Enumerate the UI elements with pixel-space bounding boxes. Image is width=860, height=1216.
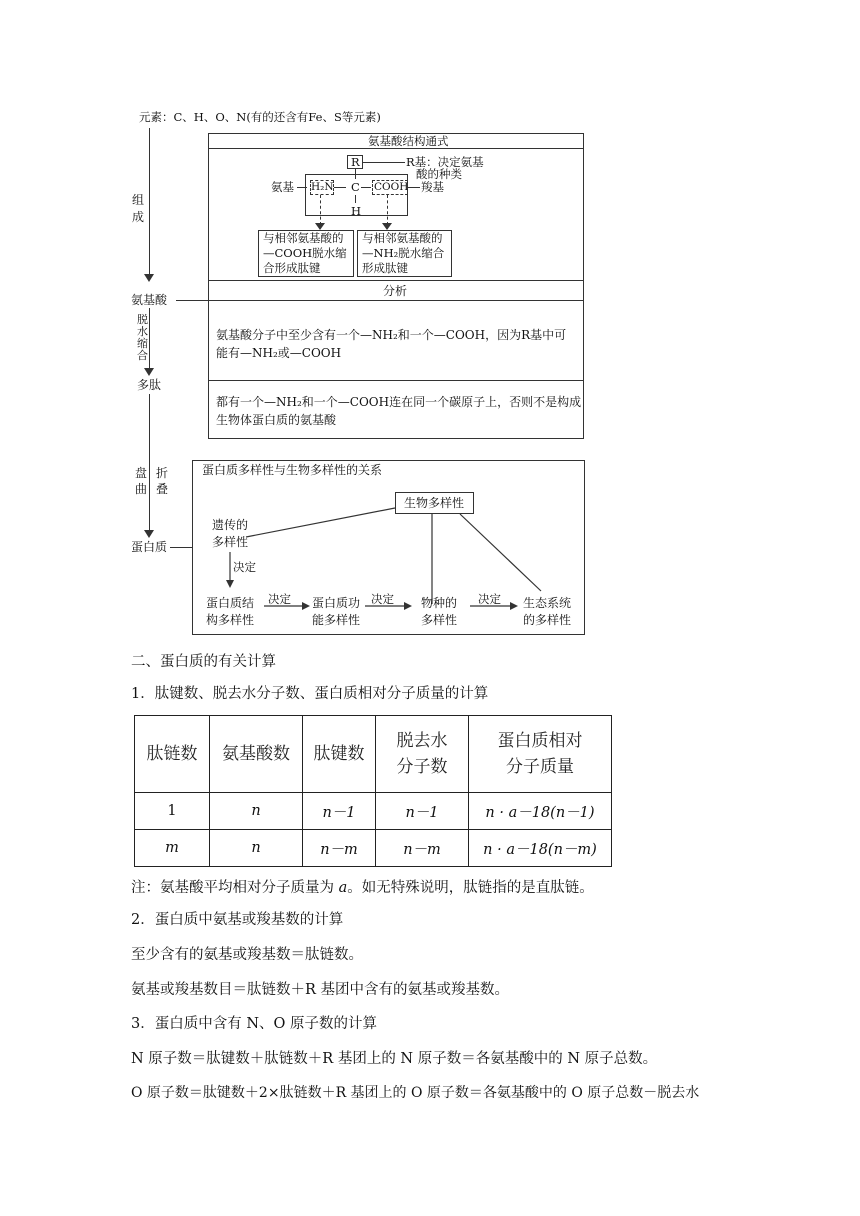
cell: n · a－18(n－1)	[469, 793, 612, 830]
species-diversity-1: 物种的	[421, 596, 458, 610]
right-note-1: 与相邻氨基酸的	[362, 231, 443, 245]
analysis-para2-line1: 都有一个—NH₂和一个—COOH连在同一个碳原子上，否则不是构成	[216, 395, 582, 409]
elements-label: 元素：C、H、O、N(有的还含有Fe、S等元素)	[139, 110, 381, 124]
note-suffix: 。如无特殊说明，肽链指的是直肽链。	[347, 880, 594, 896]
calculation-table	[134, 715, 612, 867]
structure-diversity-2: 构多样性	[206, 613, 255, 627]
function-diversity-2: 能多样性	[312, 613, 361, 627]
section-title: 二、蛋白质的有关计算	[131, 654, 276, 670]
right-dashed-drop	[387, 195, 388, 225]
cell: 1	[135, 793, 210, 830]
right-note-3: 形成肽键	[362, 261, 408, 275]
flow-line-2	[149, 308, 150, 372]
analysis-title: 分析	[383, 284, 408, 298]
fold-2: 叠	[156, 482, 169, 496]
dehydration-4: 合	[137, 349, 148, 362]
table-header-row	[135, 716, 612, 793]
r-note-line	[363, 162, 405, 163]
amino-group-label: 氨基	[271, 180, 294, 194]
ecosystem-diversity-1: 生态系统	[523, 596, 572, 610]
header-chain-count: 肽链数	[135, 716, 210, 793]
decide-label-2: 决定	[268, 592, 291, 606]
coil-2: 曲	[135, 482, 148, 496]
decide-label-3: 决定	[371, 592, 394, 606]
cell: n－m	[376, 830, 469, 867]
compose-label-2: 成	[132, 210, 145, 224]
left-note-2: —COOH脱水缩	[263, 246, 347, 260]
table-note	[131, 878, 594, 898]
table-row	[135, 830, 612, 867]
compose-label-1: 组	[132, 193, 145, 207]
bond-right	[361, 187, 371, 188]
polypeptide-label: 多肽	[137, 378, 162, 392]
r-note-1: R基：决定氨基	[406, 155, 484, 169]
note-prefix: 注：氨基酸平均相对分子质量为	[131, 880, 339, 896]
carboxyl-line	[408, 187, 420, 188]
coil-1: 盘	[135, 466, 148, 480]
cell: n－1	[376, 793, 469, 830]
flow-arrow-3	[144, 530, 154, 538]
diversity-title: 蛋白质多样性与生物多样性的关系	[202, 463, 383, 477]
dehydration-1: 脱	[137, 313, 148, 326]
flow-line-3	[149, 394, 150, 534]
header-amino-count: 氨基酸数	[210, 716, 303, 793]
dehydration-2: 水	[137, 325, 148, 338]
item1-title: 1．肽键数、脱去水分子数、蛋白质相对分子质量的计算	[131, 686, 489, 702]
amino-line	[297, 187, 307, 188]
cell: n－1	[303, 793, 376, 830]
right-note-2: —NH₂脱水缩合	[362, 246, 445, 260]
genetic-diversity-2: 多样性	[212, 535, 249, 549]
protein-label: 蛋白质	[131, 540, 168, 554]
analysis-divider-top	[208, 280, 584, 281]
left-arrowhead	[315, 223, 325, 230]
r-note-2: 酸的种类	[416, 167, 462, 181]
note-variable: a	[338, 880, 348, 896]
item3-line2: O 原子数＝肽键数＋2×肽链数＋R 基团上的 O 原子数＝各氨基酸中的 O 原子总数－脱去水	[131, 1085, 700, 1101]
carboxyl-group-label: 羧基	[421, 180, 444, 194]
left-dashed-drop	[320, 195, 321, 225]
item3-line1: N 原子数＝肽键数＋肽链数＋R 基团上的 N 原子数＝各氨基酸中的 N 原子总数。	[131, 1051, 658, 1067]
cell: n	[210, 830, 303, 867]
structure-title: 氨基酸结构通式	[368, 134, 449, 148]
cell: m	[135, 830, 210, 867]
cooh-label: COOH	[374, 181, 409, 193]
fold-1: 折	[156, 466, 169, 480]
item3-title: 3．蛋白质中含有 N、O 原子数的计算	[131, 1016, 378, 1032]
function-diversity-1: 蛋白质功	[312, 596, 361, 610]
hydrogen-label: H	[351, 204, 362, 218]
item2-title: 2．蛋白质中氨基或羧基数的计算	[131, 912, 344, 928]
protein-connector	[170, 547, 192, 548]
decide-label-1: 决定	[233, 560, 256, 574]
header-peptide-bonds: 肽键数	[303, 716, 376, 793]
amino-acid-connector	[176, 300, 208, 301]
table-row	[135, 793, 612, 830]
analysis-divider-mid	[208, 380, 584, 381]
header-water-count: 脱去水 分子数	[376, 716, 469, 793]
species-diversity-2: 多样性	[421, 613, 458, 627]
r-symbol: R	[351, 155, 360, 169]
structure-diversity-1: 蛋白质结	[206, 596, 255, 610]
flow-arrow-2	[144, 368, 154, 376]
flow-arrow-1	[144, 274, 154, 282]
right-arrowhead	[382, 223, 392, 230]
decide-label-4: 决定	[478, 592, 501, 606]
genetic-diversity-1: 遗传的	[212, 518, 249, 532]
analysis-para2-line2: 生物体蛋白质的氨基酸	[216, 413, 337, 427]
cell: n－m	[303, 830, 376, 867]
bio-diversity-label: 生物多样性	[404, 496, 465, 510]
item2-line1: 至少含有的氨基或羧基数＝肽链数。	[131, 947, 363, 963]
h2n-label: H₂N	[311, 181, 334, 193]
cell: n	[210, 793, 303, 830]
carbon-label: C	[351, 180, 360, 194]
ecosystem-diversity-2: 的多样性	[523, 613, 572, 627]
analysis-title-divider	[208, 300, 584, 301]
left-note-1: 与相邻氨基酸的	[263, 231, 344, 245]
item2-line2: 氨基或羧基数目＝肽链数＋R 基团中含有的氨基或羧基数。	[131, 982, 510, 998]
h-bond	[355, 195, 356, 203]
amino-acid-label: 氨基酸	[131, 293, 168, 307]
analysis-para1-line1: 氨基酸分子中至少含有一个—NH₂和一个—COOH，因为R基中可	[216, 328, 567, 342]
analysis-para1-line2: 能有—NH₂或—COOH	[216, 346, 342, 360]
dehydration-3: 缩	[137, 337, 148, 350]
cell: n · a－18(n－m)	[469, 830, 612, 867]
header-molecular-mass: 蛋白质相对 分子质量	[469, 716, 612, 793]
bond-left	[334, 187, 346, 188]
left-note-3: 合形成肽键	[263, 261, 321, 275]
flow-line-1	[149, 128, 150, 280]
